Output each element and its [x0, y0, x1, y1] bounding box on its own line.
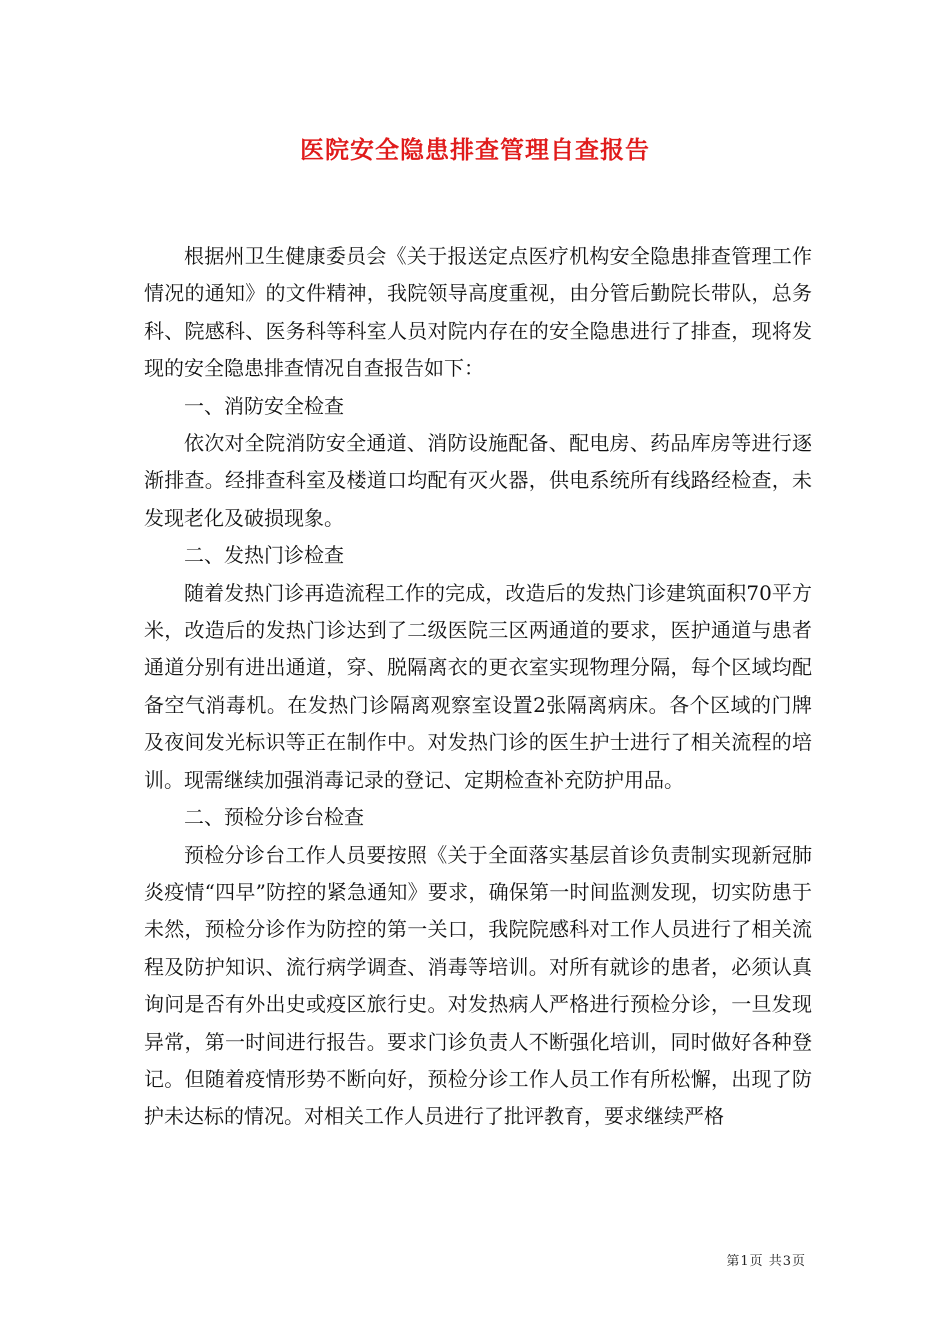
document-title: 医院安全隐患排查管理自查报告	[300, 135, 650, 164]
intro-paragraph: 根据州卫生健康委员会《关于报送定点医疗机构安全隐患排查管理工作情况的通知》的文件精神，我院领导高度重视，由分管后勤院长带队，总务科、院感科、医务科等科室人员对院内存在的安全隐患进行了排查，现将发现的安全隐患排查情况自查报告如下：	[144, 244, 812, 381]
triage-paragraph: 预检分诊台工作人员要按照《关于全面落实基层首诊负责制实现新冠肺炎疫情“四早”防控的紧急通知》要求，确保第一时间监测发现，切实防患于未然，预检分诊作为防控的第一关口，我院院感科对工作人员进行了相关流程及防护知识、流行病学调查、消毒等培训。对所有就诊的患者，必须认真询问是否有外出史或疫区旅行史。对发热病人严格进行预检分诊，一旦发现异常，第一时间进行报告。要求门诊负责人不断强化培训，同时做好各种登记。但随着疫情形势不断向好，预检分诊工作人员工作有所松懈，出现了防护未达标的情况。对相关工作人员进行了批评教育，要求继续严格	[144, 842, 812, 1129]
fever-clinic-paragraph: 随着发热门诊再造流程工作的完成，改造后的发热门诊建筑面积70平方米，改造后的发热门诊达到了二级医院三区两通道的要求，医护通道与患者通道分别有进出通道，穿、脱隔离衣的更衣室实现物理分隔，每个区域均配备空气消毒机。在发热门诊隔离观察室设置2张隔离病床。各个区域的门牌及夜间发光标识等正在制作中。对发热门诊的医生护士进行了相关流程的培训。现需继续加强消毒记录的登记、定期检查补充防护用品。	[144, 580, 812, 792]
page-number: 第1页 共3页	[726, 1254, 806, 1269]
section-heading-triage: 二、预检分诊台检查	[184, 805, 364, 830]
fire-safety-paragraph: 依次对全院消防安全通道、消防设施配备、配电房、药品库房等进行逐渐排查。经排查科室及楼道口均配有灭火器，供电系统所有线路经检查，未发现老化及破损现象。	[144, 431, 812, 530]
document-body	[144, 238, 812, 1136]
section-heading-fever-clinic: 二、发热门诊检查	[184, 543, 344, 568]
section-heading-fire-safety: 一、消防安全检查	[184, 393, 344, 418]
